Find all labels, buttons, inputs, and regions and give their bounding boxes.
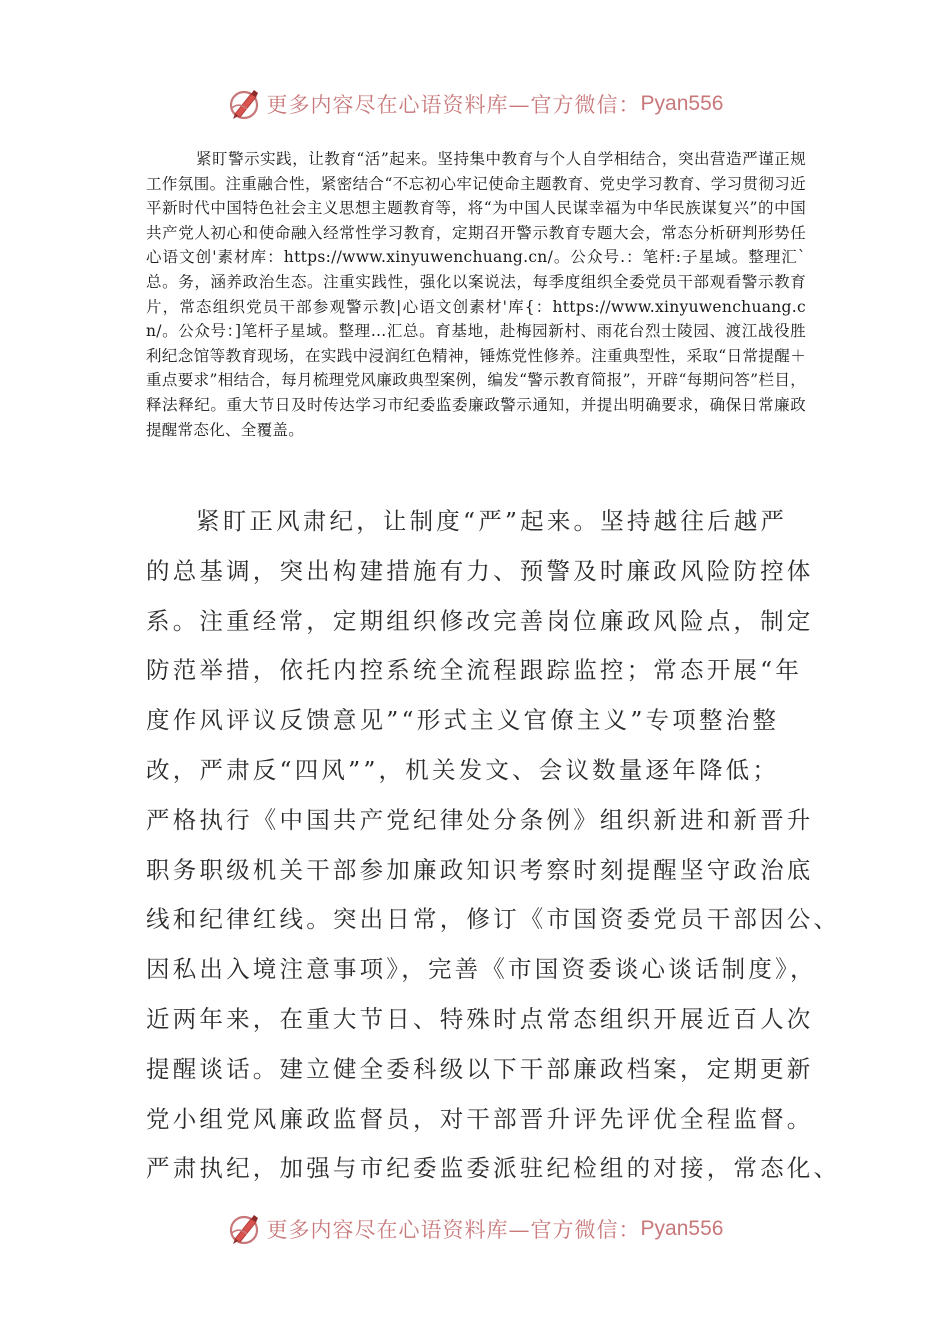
big-paragraph: [146, 497, 841, 1194]
footer-banner-text: 更多内容尽在心语资料库—官方微信：: [266, 1218, 641, 1242]
big-paragraph-line: 度作风评议反馈意见”“形式主义官僚主义”专项整治整: [146, 706, 780, 735]
big-paragraph-line: 职务职级机关干部参加廉政知识考察时刻提醒坚守政治底: [146, 855, 814, 884]
header-banner-wechat-id: Pyan556: [640, 92, 724, 115]
pen-nib-logo-icon: [227, 86, 263, 122]
big-paragraph-line: 提醒谈话。建立健全委科级以下干部廉政档案，定期更新: [146, 1054, 814, 1083]
big-paragraph-line: 严格执行《中国共产党纪律处分条例》组织新进和新晋升: [146, 805, 814, 834]
big-paragraph-line: 因私出入境注意事项》，完善《市国资委谈心谈话制度》，: [146, 955, 817, 984]
big-paragraph-line: 近两年来，在重大节日、特殊时点常态组织开展近百人次: [146, 1004, 814, 1033]
big-paragraph-line: 线和纪律红线。突出日常，修订《市国资委党员干部因公、: [146, 905, 841, 934]
footer-banner: [0, 1209, 950, 1249]
big-paragraph-line: 党小组党风廉政监督员，对干部晋升评先评优全程监督。: [146, 1104, 814, 1133]
big-paragraph-line: 防范举措，依托内控系统全流程跟踪监控；常态开展“年: [146, 656, 803, 685]
big-paragraph-line: 严肃执纪，加强与市纪委监委派驻纪检组的对接，常态化、: [146, 1154, 841, 1183]
footer-banner-wechat-id: Pyan556: [640, 1217, 724, 1240]
header-banner: [0, 84, 950, 124]
header-banner-text: 更多内容尽在心语资料库—官方微信：: [266, 93, 641, 117]
big-paragraph-line: 的总基调，突出构建措施有力、预警及时廉政风险防控体: [146, 556, 814, 585]
big-paragraph-line: 系。注重经常，定期组织修改完善岗位廉政风险点，制定: [146, 606, 814, 635]
big-paragraph-line: 紧盯正风肃纪，让制度“严”起来。坚持越往后越严: [196, 507, 788, 535]
pen-nib-logo-icon: [227, 1211, 263, 1247]
small-paragraph-text: 紧盯警示实践，让教育“活”起来。坚持集中教育与个人自学相结合，突出营造严谨正规工作氛围。注重融合性，紧密结合“不忘初心牢记使命主题教育、党史学习教育、学习贯彻习近平新时代中国特色社会主义思想主题教育等，将“为中国人民谋幸福为中华民族谋复兴”的中国共产党人初心和使命融入经常性学习教育，定期召开警示教育专题大会，常态分析研判形势任心语文创'素材库：https://www.xinyuwenchuang.cn/。公众号.：笔杆:子星域。整理汇`总。务，涵养政治生态。注重实践性，强化以案说法，每季度组织全委党员干部观看警示教育片，常态组织党员干部参观警示教|心语文创素材'库{：https://www.xinyuwenchuang.cn/。公众号：]笔杆子星域。整理…汇总。育基地，赴梅园新村、雨花台烈士陵园、渡江战役胜利纪念馆等教育现场，在实践中浸润红色精神，锤炼党性修养。注重典型性，采取“日常提醒＋重点要求”相结合，每月梳理党风廉政典型案例，编发“警示教育简报”，开辟“每期问答”栏目，释法释纪。重大节日及时传达学习市纪委监委廉政警示通知，并提出明确要求，确保日常廉政提醒常态化、全覆盖。: [146, 150, 806, 439]
big-paragraph-line: 改，严肃反“四风””，机关发文、会议数量逐年降低；: [146, 755, 780, 784]
small-paragraph: [146, 147, 806, 442]
